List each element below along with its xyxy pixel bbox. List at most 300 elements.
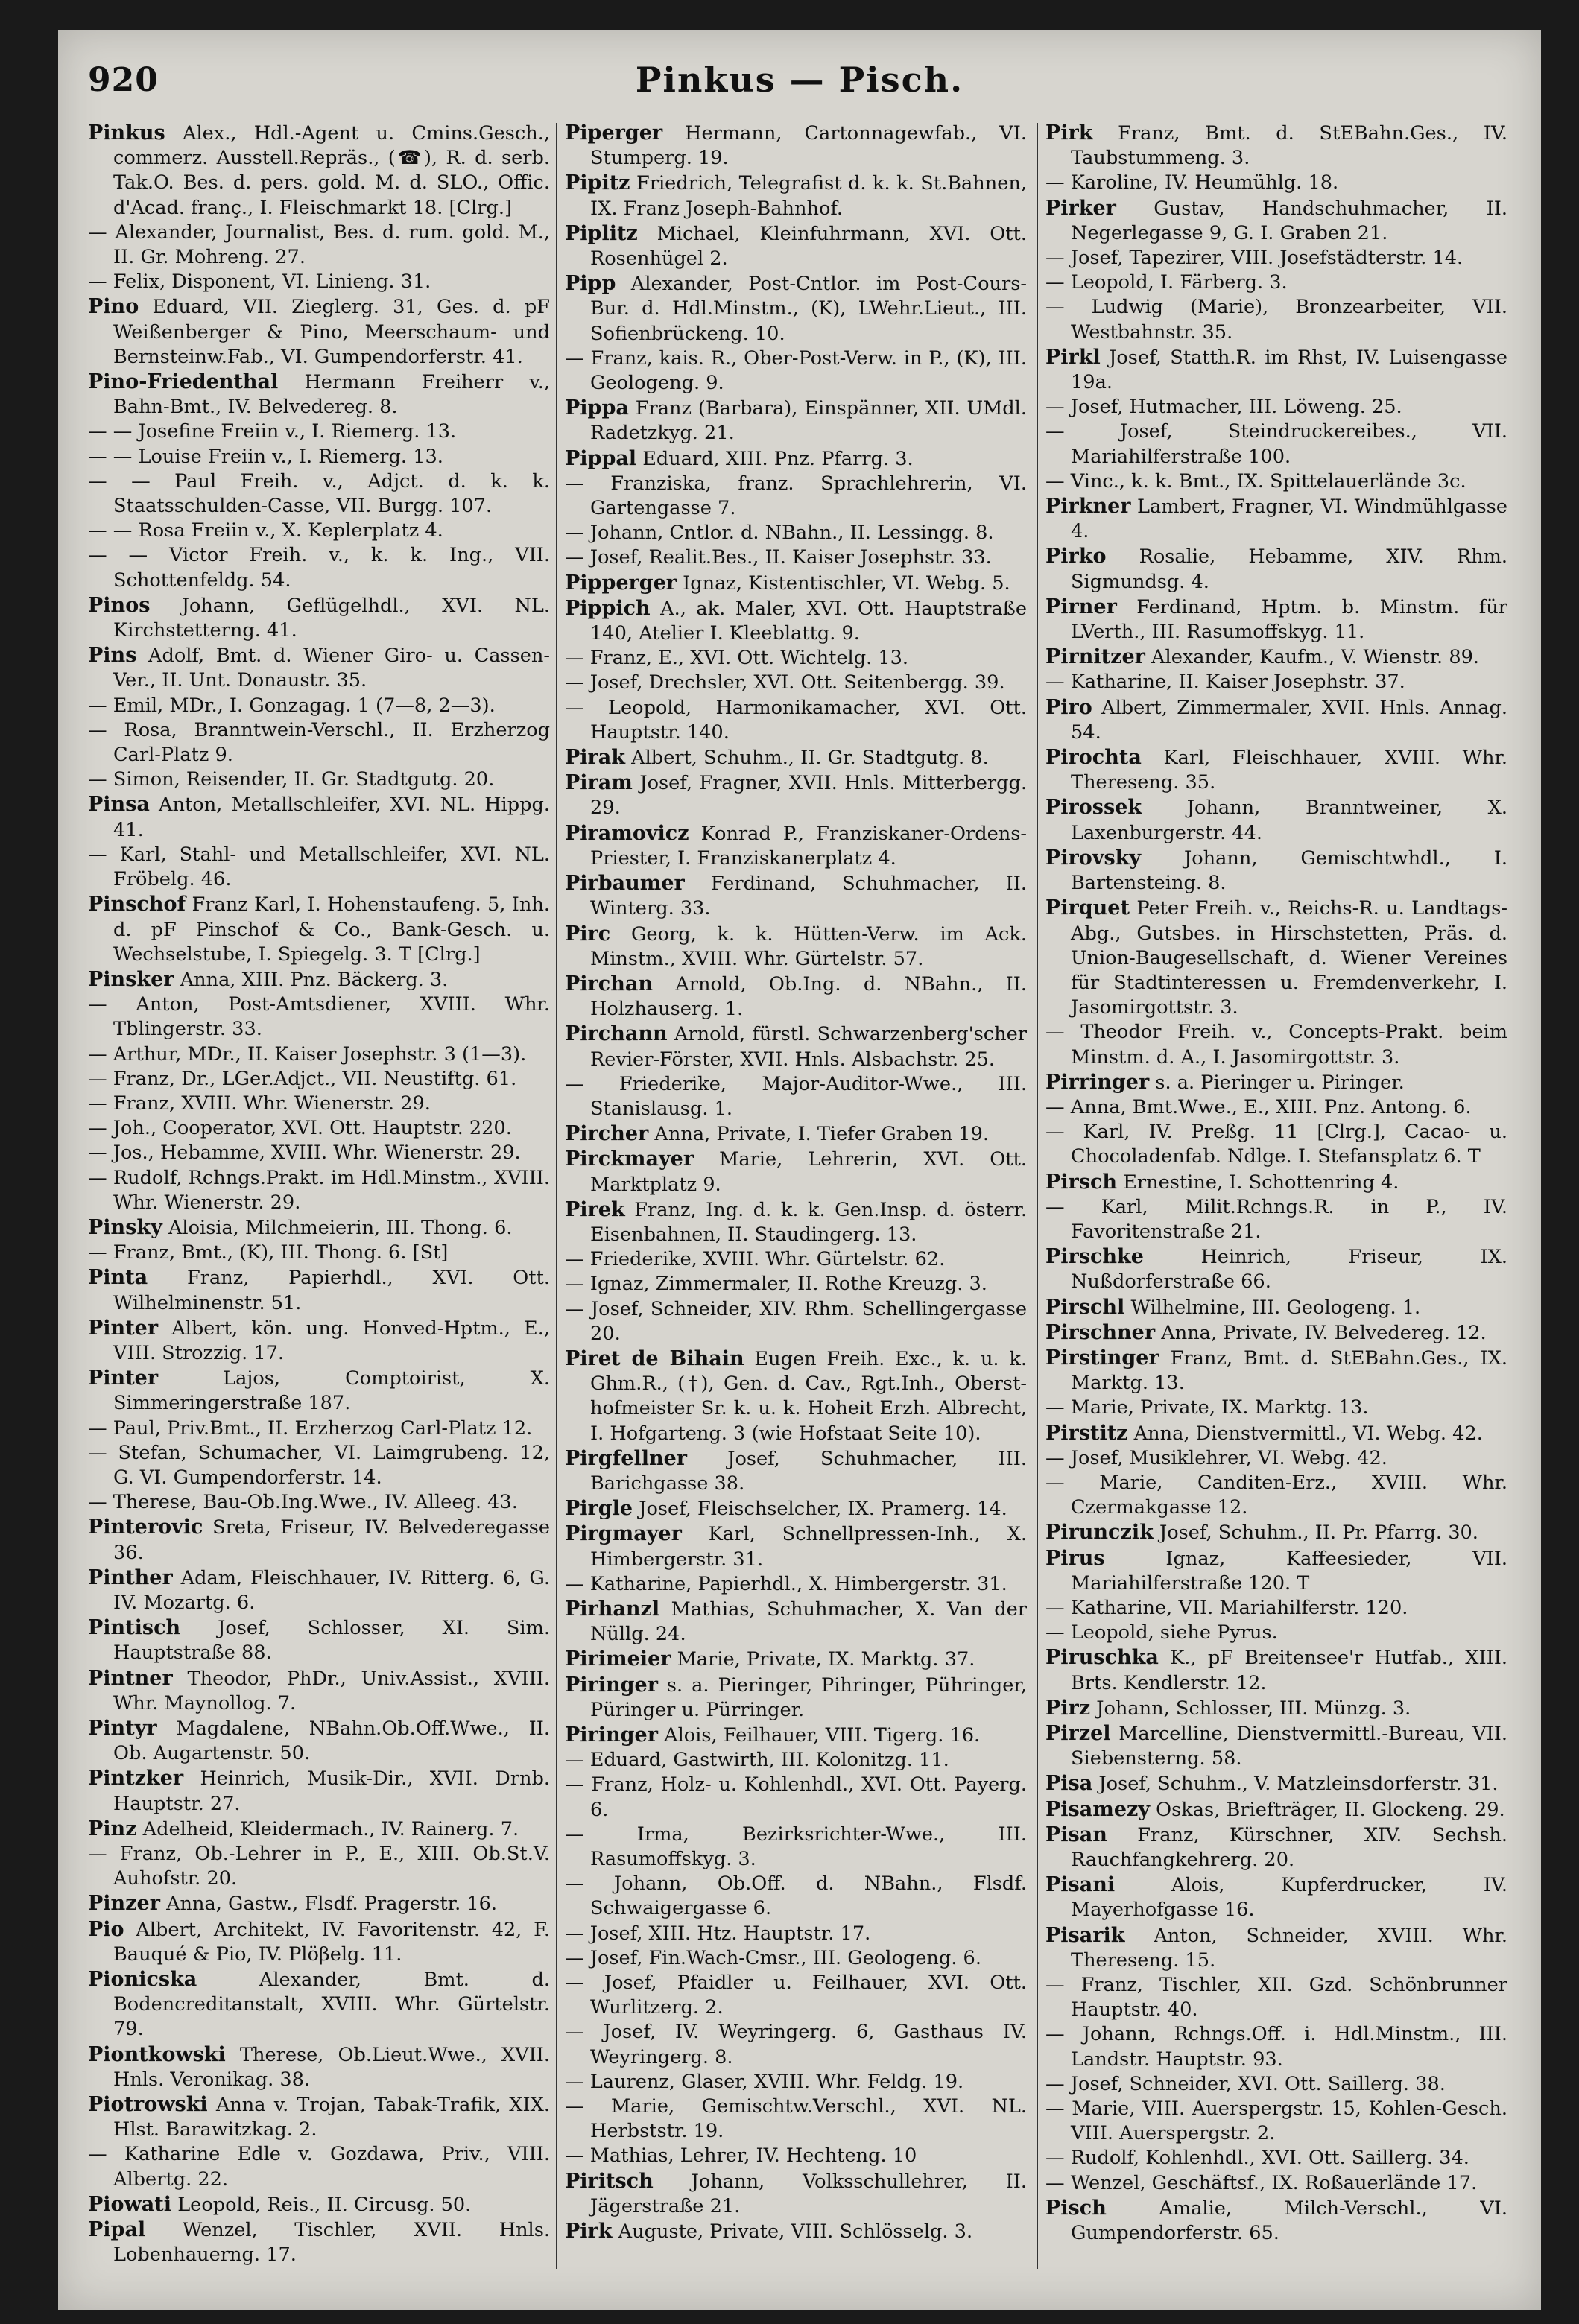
entry-details: Johann, Branntweiner, X. Laxenburgerstr. 44. bbox=[1071, 797, 1507, 844]
column-2 bbox=[565, 121, 1027, 2244]
directory-entry bbox=[1045, 246, 1507, 270]
directory-entry bbox=[88, 1565, 550, 1615]
directory-entry bbox=[565, 745, 1027, 770]
entry-details: — Stefan, Schumacher, VI. Laimgrubeng. 12, G. VI. Gumpendorferstr. 14. bbox=[88, 1441, 550, 1489]
column-3 bbox=[1045, 121, 1507, 2246]
entry-details: Sreta, Friseur, IV. Belvederegasse 36. bbox=[113, 1516, 550, 1564]
entry-surname: Piritsch bbox=[565, 2169, 654, 2193]
entry-surname: Pinzer bbox=[88, 1892, 160, 1916]
entry-details: — Josef, Pfaidler u. Feilhauer, XVI. Ott. Wurlitzerg. 2. bbox=[565, 1972, 1027, 2019]
entry-details: Theodor, PhDr., Univ.Assist., XVIII. Whr. Maynollog. 7. bbox=[113, 1667, 550, 1714]
entry-surname: Piringer bbox=[565, 1723, 658, 1747]
directory-entry bbox=[565, 1247, 1027, 1272]
directory-entry bbox=[88, 1265, 550, 1315]
entry-surname: Piro bbox=[1045, 695, 1092, 719]
entry-surname: Pirker bbox=[1045, 196, 1116, 220]
entry-surname: Pio bbox=[88, 1917, 124, 1941]
entry-details: Gustav, Handschuhmacher, II. Negerlegasse 9, G. I. Graben 21. bbox=[1071, 197, 1507, 244]
entry-details: Johann, Geflügelhdl., XVI. NL. Kirchstetterng. 41. bbox=[113, 594, 550, 642]
entry-surname: Pipperger bbox=[565, 571, 677, 595]
entry-surname: Pirc bbox=[565, 922, 611, 946]
entry-surname: Piram bbox=[565, 771, 633, 795]
entry-surname: Pinkus bbox=[88, 121, 165, 145]
entry-surname: Pirringer bbox=[1045, 1070, 1150, 1094]
entry-details: Eugen Freih. Exc., k. u. k. Ghm.R., (†), Gen. d. Cav., Rgt.Inh., Oberst-hofmeister Sr. k. u. k. Hoheit Erzh. Albrecht, I. Hofgarteng. 3 (wie Hofstaat Seite 10). bbox=[590, 1347, 1027, 1445]
directory-entry bbox=[565, 1197, 1027, 1247]
entry-details: — Ignaz, Zimmermaler, II. Rothe Kreuzg. 3. bbox=[565, 1273, 987, 1296]
entry-details: — Vinc., k. k. Bmt., IX. Spittelauerlände 3c. bbox=[1045, 469, 1466, 493]
directory-entry bbox=[1045, 494, 1507, 544]
entry-details: — Josef, Musiklehrer, VI. Webg. 42. bbox=[1045, 1446, 1387, 1469]
entry-details: — Josef, Tapezirer, VIII. Josefstädterstr. 14. bbox=[1045, 247, 1463, 270]
directory-entry bbox=[1045, 1872, 1507, 1922]
entry-details: Adelheid, Kleidermach., IV. Rainerg. 7. bbox=[142, 1817, 519, 1840]
directory-entry bbox=[88, 1967, 550, 2042]
entry-details: Ignaz, Kistentischler, VI. Webg. 5. bbox=[683, 571, 1010, 595]
directory-entry bbox=[565, 770, 1027, 820]
entry-surname: Pirossek bbox=[1045, 796, 1142, 820]
entry-surname: Pisan bbox=[1045, 1823, 1107, 1846]
entry-surname: Pisarik bbox=[1045, 1923, 1125, 1947]
entry-details: Franz, Ing. d. k. k. Gen.Insp. d. österr. Eisenbahnen, II. Staudingerg. 13. bbox=[590, 1198, 1027, 1246]
entry-details: — Katharine, II. Kaiser Josephstr. 37. bbox=[1045, 671, 1405, 694]
directory-entry bbox=[88, 121, 550, 221]
entry-surname: Pirschke bbox=[1045, 1245, 1144, 1269]
entry-surname: Pirzel bbox=[1045, 1722, 1111, 1745]
entry-details: — Josef, Drechsler, XVI. Ott. Seitenbergg. 39. bbox=[565, 671, 1005, 694]
entry-details: Eduard, XIII. Pnz. Pfarrg. 3. bbox=[642, 447, 914, 470]
entry-details: — Franz, kais. R., Ober-Post-Verw. in P., (K), III. Geologeng. 9. bbox=[565, 346, 1027, 395]
entry-details: — Karl, Stahl- und Metallschleifer, XVI. NL. Fröbelg. 46. bbox=[88, 843, 550, 891]
directory-entry bbox=[565, 1346, 1027, 1446]
directory-entry bbox=[565, 521, 1027, 545]
directory-entry bbox=[565, 1022, 1027, 1071]
directory-entry bbox=[565, 1946, 1027, 1971]
entry-surname: Pins bbox=[88, 644, 137, 668]
directory-entry bbox=[1045, 1396, 1507, 1420]
entry-details: Johann, Schlosser, III. Münzg. 3. bbox=[1096, 1697, 1411, 1720]
entry-details: — Josef, XIII. Htz. Hauptstr. 17. bbox=[565, 1922, 871, 1945]
entry-details: — Leopold, I. Färberg. 3. bbox=[1045, 271, 1288, 294]
entry-details: Franz, Papierhdl., XVI. Ott. Wilhelminenstr. 51. bbox=[113, 1267, 550, 1314]
entry-surname: Pirovsky bbox=[1045, 846, 1142, 870]
entry-surname: Pirner bbox=[1045, 595, 1117, 618]
directory-entry bbox=[1045, 670, 1507, 694]
directory-entry bbox=[88, 843, 550, 892]
directory-entry bbox=[1045, 544, 1507, 594]
entry-details: — Karoline, IV. Heumühlg. 18. bbox=[1045, 171, 1339, 194]
directory-entry bbox=[88, 1766, 550, 1816]
entry-details: Arnold, fürstl. Schwarzenberg'scher Revier-Förster, XVII. Hnls. Alsbachstr. 25. bbox=[590, 1023, 1027, 1071]
entry-details: — Leopold, Harmonikamacher, XVI. Ott. Hauptstr. 140. bbox=[565, 696, 1027, 744]
directory-entry bbox=[88, 1141, 550, 1165]
directory-entry bbox=[88, 1441, 550, 1490]
entry-details: — Emil, MDr., I. Gonzagag. 1 (7—8, 2—3). bbox=[88, 694, 496, 717]
entry-details: — Eduard, Gastwirth, III. Kolonitzg. 11. bbox=[565, 1749, 949, 1772]
directory-entry bbox=[88, 2217, 550, 2267]
entry-details: Hermann, Cartonnagewfab., VI. Stumperg. 19. bbox=[590, 122, 1027, 170]
entry-surname: Pirk bbox=[1045, 121, 1093, 145]
directory-entry bbox=[565, 1922, 1027, 1946]
entry-details: Josef, Fleischselcher, IX. Pramerg. 14. bbox=[639, 1498, 1007, 1521]
entry-surname: Pirgle bbox=[565, 1497, 633, 1521]
entry-details: Hermann Freiherr v., Bahn-Bmt., IV. Belvedereg. 8. bbox=[113, 371, 550, 419]
entry-surname: Pippa bbox=[565, 396, 629, 420]
directory-entry bbox=[565, 1496, 1027, 1522]
column-1 bbox=[88, 121, 550, 2267]
directory-entry bbox=[1045, 1696, 1507, 1721]
directory-entry bbox=[1045, 270, 1507, 295]
entry-surname: Pinther bbox=[88, 1565, 173, 1589]
directory-page bbox=[58, 30, 1541, 2310]
directory-entry bbox=[1045, 1621, 1507, 1645]
entry-details: Anna, Gastw., Flsdf. Pragerstr. 16. bbox=[166, 1893, 498, 1916]
entry-details: — Karl, Milit.Rchngs.R. in P., IV. Favoritenstraße 21. bbox=[1045, 1195, 1507, 1243]
directory-entry bbox=[1045, 1421, 1507, 1446]
entry-details: Alexander, Kaufm., V. Wienstr. 89. bbox=[1151, 646, 1480, 669]
directory-entry bbox=[565, 646, 1027, 671]
entry-details: Eduard, VII. Zieglerg. 31, Ges. d. pF Weißenberger & Pino, Meerschaum- und Bernsteinw.Fab., VI. Gumpendorferstr. 41. bbox=[113, 296, 550, 368]
directory-entry bbox=[1045, 295, 1507, 344]
directory-entry bbox=[1045, 1771, 1507, 1796]
directory-entry bbox=[1045, 1973, 1507, 2022]
directory-entry bbox=[88, 469, 550, 519]
directory-entry bbox=[1045, 2097, 1507, 2146]
entry-surname: Pirko bbox=[1045, 545, 1107, 569]
directory-entry bbox=[88, 1490, 550, 1515]
entry-details: Anna v. Trojan, Tabak-Trafik, XIX. Hlst. Barawitzkag. 2. bbox=[113, 2094, 550, 2141]
directory-entry bbox=[565, 1272, 1027, 1296]
entry-surname: Pinterovic bbox=[88, 1516, 203, 1539]
directory-entry bbox=[88, 1366, 550, 1416]
entry-details: Albert, Zimmermaler, XVII. Hnls. Annag. 54. bbox=[1071, 696, 1507, 744]
entry-surname: Pino bbox=[88, 295, 139, 319]
entry-surname: Pirchann bbox=[565, 1022, 668, 1046]
entry-details: — Friederike, Major-Auditor-Wwe., III. Stanislausg. 1. bbox=[565, 1072, 1027, 1120]
directory-entry bbox=[565, 922, 1027, 972]
entry-details: Josef, Schuhm., V. Matzleinsdorferstr. 31. bbox=[1098, 1773, 1499, 1796]
directory-entry bbox=[1045, 196, 1507, 246]
entry-details: — Therese, Bau-Ob.Ing.Wwe., IV. Alleeg. 43. bbox=[88, 1491, 518, 1514]
entry-details: Peter Freih. v., Reichs-R. u. Landtags-Abg., Gutsbes. in Hirschstetten, Präs. d. Union-Baugesellschaft, d. Wiener Vereines für Stadtinteressen u. Fremdenverkehr, I. Jasomirgottstr. 3. bbox=[1071, 897, 1507, 1019]
directory-entry bbox=[1045, 1923, 1507, 1973]
entry-details: — Rudolf, Rchngs.Prakt. im Hdl.Minstm., XVIII. Whr. Wienerstr. 29. bbox=[88, 1166, 550, 1214]
entry-surname: Pinsky bbox=[88, 1215, 162, 1239]
entry-details: Albert, Schuhm., II. Gr. Stadtgutg. 8. bbox=[631, 747, 989, 770]
entry-surname: Pisa bbox=[1045, 1772, 1093, 1796]
directory-entry bbox=[88, 1215, 550, 1241]
directory-entry bbox=[1045, 1195, 1507, 1244]
directory-entry bbox=[88, 543, 550, 592]
directory-entry bbox=[1045, 595, 1507, 645]
entry-details: — Johann, Ob.Off. d. NBahn., Flsdf. Schwaigergasse 6. bbox=[565, 1872, 1027, 1920]
entry-surname: Pinsa bbox=[88, 793, 150, 817]
directory-entry bbox=[565, 1723, 1027, 1748]
directory-entry bbox=[88, 694, 550, 718]
entry-surname: Pirschner bbox=[1045, 1320, 1156, 1344]
entry-details: A., ak. Maler, XVI. Ott. Hauptstraße 140, Atelier I. Kleeblattg. 9. bbox=[590, 597, 1027, 645]
directory-entry bbox=[565, 171, 1027, 221]
entry-surname: Pirstitz bbox=[1045, 1421, 1128, 1445]
directory-entry bbox=[1045, 1244, 1507, 1294]
entry-details: — Josef, Realit.Bes., II. Kaiser Josephstr. 33. bbox=[565, 546, 992, 569]
entry-surname: Pirstinger bbox=[1045, 1346, 1159, 1370]
directory-entry bbox=[1045, 2171, 1507, 2196]
entry-surname: Pintzker bbox=[88, 1767, 184, 1791]
entry-surname: Pinos bbox=[88, 593, 151, 617]
entry-details: Franz, Bmt. d. StEBahn.Ges., IV. Taubstummeng. 3. bbox=[1071, 122, 1507, 170]
entry-details: Wenzel, Tischler, XVII. Hnls. Lobenhauerng. 17. bbox=[113, 2219, 550, 2267]
directory-entry bbox=[565, 1072, 1027, 1121]
entry-details: — Paul, Priv.Bmt., II. Erzherzog Carl-Platz 12. bbox=[88, 1416, 533, 1440]
directory-entry bbox=[88, 1241, 550, 1265]
entry-details: — Anton, Post-Amtsdiener, XVIII. Whr. Tblingerstr. 33. bbox=[88, 993, 550, 1041]
entry-surname: Pinz bbox=[88, 1817, 137, 1840]
entry-details: Amalie, Milch-Verschl., VI. Gumpendorferstr. 65. bbox=[1071, 2197, 1507, 2245]
entry-details: Konrad P., Franziskaner-Ordens-Priester, I. Franziskanerplatz 4. bbox=[590, 822, 1027, 870]
entry-details: Mathias, Schuhmacher, X. Van der Nüllg. 24. bbox=[590, 1598, 1027, 1646]
entry-details: — Rudolf, Kohlenhdl., XVI. Ott. Saillerg. 34. bbox=[1045, 2147, 1469, 2170]
directory-entry bbox=[1045, 1095, 1507, 1120]
entry-details: Anna, Dienstvermittl., VI. Webg. 42. bbox=[1133, 1422, 1483, 1445]
column-rule bbox=[1037, 123, 1038, 2269]
entry-details: — — Rosa Freiin v., X. Keplerplatz 4. bbox=[88, 519, 443, 542]
directory-entry bbox=[565, 1872, 1027, 1921]
entry-details: Magdalene, NBahn.Ob.Off.Wwe., II. Ob. Augartenstr. 50. bbox=[113, 1717, 550, 1765]
entry-details: Marie, Lehrerin, XVI. Ott. Marktplatz 9. bbox=[590, 1148, 1027, 1196]
entry-details: Albert, Architekt, IV. Favoritenstr. 42, F. Bauqué & Pio, IV. Plöβelg. 11. bbox=[113, 1918, 550, 1966]
entry-details: — — Louise Freiin v., I. Riemerg. 13. bbox=[88, 445, 443, 468]
directory-entry bbox=[88, 270, 550, 294]
entry-surname: Pirunczik bbox=[1045, 1521, 1154, 1545]
entry-details: — Franz, Dr., LGer.Adjct., VII. Neustiftg. 61. bbox=[88, 1067, 517, 1090]
entry-details: — Franz, Holz- u. Kohlenhdl., XVI. Ott. Payerg. 6. bbox=[565, 1773, 1027, 1821]
directory-entry bbox=[1045, 1446, 1507, 1471]
entry-details: Adolf, Bmt. d. Wiener Giro- u. Cassen-Ver., II. Unt. Donaustr. 35. bbox=[113, 645, 550, 692]
directory-entry bbox=[1045, 1346, 1507, 1396]
directory-entry bbox=[1045, 345, 1507, 395]
directory-entry bbox=[88, 1416, 550, 1441]
entry-details: — Josef, Schneider, XVI. Ott. Saillerg. 38. bbox=[1045, 2072, 1446, 2095]
directory-entry bbox=[88, 1842, 550, 1891]
entry-details: — Marie, Gemischtw.Verschl., XVI. NL. Herbststr. 19. bbox=[565, 2095, 1027, 2143]
entry-details: — Alexander, Journalist, Bes. d. rum. gold. M., II. Gr. Mohreng. 27. bbox=[88, 221, 550, 269]
directory-entry bbox=[565, 472, 1027, 521]
directory-entry bbox=[1045, 1020, 1507, 1069]
directory-entry bbox=[1045, 1645, 1507, 1695]
entry-surname: Pionicska bbox=[88, 1968, 197, 1992]
directory-entry bbox=[565, 221, 1027, 271]
directory-entry bbox=[88, 1891, 550, 1916]
entry-details: — Irma, Bezirksrichter-Wwe., III. Rasumoffskyg. 3. bbox=[565, 1823, 1027, 1871]
entry-details: — Josef, IV. Weyringerg. 6, Gasthaus IV. Weyringerg. 8. bbox=[565, 2021, 1027, 2068]
directory-entry bbox=[1045, 1721, 1507, 1771]
directory-entry bbox=[1045, 695, 1507, 745]
entry-surname: Pirz bbox=[1045, 1696, 1091, 1720]
directory-entry bbox=[88, 593, 550, 643]
entry-details: Alois, Kupferdrucker, IV. Mayerhofgasse 16. bbox=[1071, 1874, 1507, 1922]
directory-entry bbox=[1045, 121, 1507, 171]
directory-entry bbox=[88, 2092, 550, 2142]
entry-details: Anton, Metallschleifer, XVI. NL. Hippg. 41. bbox=[113, 794, 550, 841]
directory-entry bbox=[88, 419, 550, 444]
entry-details: — Josef, Hutmacher, III. Löweng. 25. bbox=[1045, 396, 1402, 419]
directory-entry bbox=[565, 1522, 1027, 1571]
entry-details: Lajos, Comptoirist, X. Simmeringerstraße 187. bbox=[113, 1367, 550, 1415]
entry-surname: Pippich bbox=[565, 596, 651, 620]
directory-entry bbox=[565, 1673, 1027, 1723]
directory-entry bbox=[88, 2042, 550, 2092]
entry-surname: Pirochta bbox=[1045, 746, 1142, 770]
entry-surname: Pirkner bbox=[1045, 495, 1131, 519]
directory-entry bbox=[565, 1823, 1027, 1872]
directory-entry bbox=[565, 1572, 1027, 1597]
entry-details: — Wenzel, Geschäftsf., IX. Roßauerlände 17. bbox=[1045, 2171, 1478, 2194]
entry-details: — — Josefine Freiin v., I. Riemerg. 13. bbox=[88, 420, 457, 443]
entry-details: Leopold, Reis., II. Circusg. 50. bbox=[177, 2193, 472, 2216]
entry-surname: Piontkowski bbox=[88, 2042, 226, 2066]
directory-entry bbox=[1045, 1520, 1507, 1545]
entry-details: — Franz, Tischler, XII. Gzd. Schönbrunner Hauptstr. 40. bbox=[1045, 1974, 1507, 2021]
page-number: 920 bbox=[88, 61, 159, 99]
entry-details: — Josef, Steindruckereibes., VII. Mariahilferstraße 100. bbox=[1045, 420, 1507, 468]
directory-entry bbox=[1045, 1170, 1507, 1195]
entry-details: — Simon, Reisender, II. Gr. Stadtgutg. 20. bbox=[88, 768, 495, 791]
directory-entry bbox=[88, 1716, 550, 1766]
directory-entry bbox=[565, 596, 1027, 646]
entry-surname: Pipal bbox=[88, 2218, 146, 2242]
entry-details: Ignaz, Kaffeesieder, VII. Mariahilferstraße 120. T bbox=[1071, 1547, 1507, 1595]
entry-surname: Pippal bbox=[565, 446, 637, 470]
entry-details: K., pF Breitensee'r Hutfab., XIII. Brts. Kendlerstr. 12. bbox=[1071, 1647, 1507, 1694]
directory-entry bbox=[1045, 745, 1507, 795]
directory-entry bbox=[88, 1092, 550, 1116]
entry-details: Anna, XIII. Pnz. Bäckerg. 3. bbox=[180, 968, 449, 991]
directory-entry bbox=[88, 2142, 550, 2191]
entry-details: Michael, Kleinfuhrmann, XVI. Ott. Rosenhügel 2. bbox=[590, 222, 1027, 270]
entry-details: — Franz, Bmt., (K), III. Thong. 6. [St] bbox=[88, 1241, 449, 1264]
entry-details: — Rosa, Branntwein-Verschl., II. Erzherzog Carl-Platz 9. bbox=[88, 718, 550, 767]
entry-details: — Friederike, XVIII. Whr. Gürtelstr. 62. bbox=[565, 1248, 946, 1271]
directory-entry bbox=[1045, 419, 1507, 469]
entry-surname: Piret de Bihain bbox=[565, 1346, 744, 1370]
directory-entry bbox=[565, 396, 1027, 446]
directory-entry bbox=[1045, 171, 1507, 195]
entry-details: Franz, Kürschner, XIV. Sechsh. Rauchfangkehrerg. 20. bbox=[1071, 1823, 1507, 1872]
entry-details: Johann, Volksschullehrer, II. Jägerstraße 21. bbox=[590, 2170, 1027, 2217]
directory-entry bbox=[565, 1971, 1027, 2020]
entry-details: — Katharine, Papierhdl., X. Himbergerstr. 31. bbox=[565, 1572, 1007, 1595]
directory-entry bbox=[88, 370, 550, 419]
directory-entry bbox=[1045, 896, 1507, 1020]
entry-details: Marcelline, Dienstvermittl.-Bureau, VII. Siebensterng. 58. bbox=[1071, 1723, 1507, 1770]
entry-surname: Pinter bbox=[88, 1367, 159, 1390]
directory-entry bbox=[565, 2219, 1027, 2244]
directory-entry bbox=[565, 2070, 1027, 2095]
entry-details: Aloisia, Milchmeierin, III. Thong. 6. bbox=[168, 1216, 513, 1239]
entry-details: Josef, Statth.R. im Rhst, IV. Luisengasse 19a. bbox=[1071, 346, 1507, 394]
entry-details: Lambert, Fragner, VI. Windmühlgasse 4. bbox=[1071, 495, 1507, 543]
entry-details: Georg, k. k. Hütten-Verw. im Ack. Minstm., XVIII. Whr. Gürtelstr. 57. bbox=[590, 922, 1027, 970]
entry-surname: Pisch bbox=[1045, 2196, 1107, 2220]
entry-details: Karl, Schnellpressen-Inh., X. Himbergerstr. 31. bbox=[590, 1523, 1027, 1571]
entry-surname: Pirkl bbox=[1045, 345, 1101, 369]
entry-surname: Pinta bbox=[88, 1266, 148, 1290]
entry-details: — Felix, Disponent, VI. Linieng. 31. bbox=[88, 270, 431, 294]
directory-entry bbox=[565, 346, 1027, 396]
entry-details: Arnold, Ob.Ing. d. NBahn., II. Holzhauserg. 1. bbox=[590, 972, 1027, 1021]
directory-entry bbox=[1045, 2022, 1507, 2071]
directory-entry bbox=[1045, 469, 1507, 494]
entry-details: Heinrich, Friseur, IX. Nußdorferstraße 66. bbox=[1071, 1246, 1507, 1294]
entry-details: Alexander, Bmt. d. Bodencreditanstalt, XVIII. Whr. Gürtelstr. 79. bbox=[113, 1969, 550, 2041]
entry-details: Marie, Private, IX. Marktg. 37. bbox=[677, 1648, 975, 1671]
directory-entry bbox=[565, 1446, 1027, 1496]
entry-details: Josef, Schlosser, XI. Sim. Hauptstraße 88. bbox=[113, 1617, 550, 1665]
entry-surname: Pirgmayer bbox=[565, 1522, 682, 1546]
entry-details: Oskas, Briefträger, II. Glockeng. 29. bbox=[1156, 1798, 1505, 1821]
directory-entry bbox=[88, 2192, 550, 2217]
entry-details: Anna, Private, IV. Belvedereg. 12. bbox=[1161, 1321, 1487, 1344]
entry-details: Rosalie, Hebamme, XIV. Rhm. Sigmundsg. 4. bbox=[1071, 545, 1507, 593]
directory-entry bbox=[1045, 1471, 1507, 1520]
entry-surname: Pirschl bbox=[1045, 1295, 1125, 1319]
entry-surname: Piperger bbox=[565, 121, 663, 145]
entry-surname: Pirquet bbox=[1045, 896, 1130, 920]
entry-details: Albert, kön. ung. Honved-Hptm., E., VIII. Strozzig. 17. bbox=[113, 1317, 550, 1364]
column-rule bbox=[556, 123, 557, 2269]
directory-entry bbox=[88, 1515, 550, 1565]
directory-entry bbox=[1045, 2146, 1507, 2171]
directory-entry bbox=[88, 1067, 550, 1092]
entry-details: — Laurenz, Glaser, XVIII. Whr. Feldg. 19. bbox=[565, 2070, 964, 2093]
entry-details: Ernestine, I. Schottenring 4. bbox=[1123, 1171, 1399, 1194]
entry-surname: Pipitz bbox=[565, 171, 630, 195]
directory-entry bbox=[88, 221, 550, 270]
entry-surname: Pircher bbox=[565, 1122, 649, 1146]
directory-entry bbox=[565, 1147, 1027, 1197]
directory-entry bbox=[88, 519, 550, 543]
directory-entry bbox=[565, 1597, 1027, 1647]
entry-details: — Jos., Hebamme, XVIII. Whr. Wienerstr. 29. bbox=[88, 1142, 521, 1165]
entry-details: Alex., Hdl.-Agent u. Cmins.Gesch., commerz. Ausstell.Repräs., (☎), R. d. serb. Tak.O. Bes. d. pers. gold. M. d. SLO., Offic. d'Acad. franç., I. Fleischmarkt 18. [Clrg.] bbox=[113, 122, 550, 219]
directory-entry bbox=[565, 1121, 1027, 1147]
entry-details: — Marie, VIII. Auerspergstr. 15, Kohlen-Gesch. VIII. Auerspergstr. 2. bbox=[1045, 2097, 1507, 2145]
entry-surname: Piowati bbox=[88, 2192, 172, 2216]
entry-details: — Theodor Freih. v., Concepts-Prakt. beim Minstm. d. A., I. Jasomirgottstr. 3. bbox=[1045, 1021, 1507, 1068]
entry-surname: Pirsch bbox=[1045, 1170, 1118, 1194]
directory-entry bbox=[565, 571, 1027, 596]
directory-entry bbox=[565, 1773, 1027, 1822]
directory-entry bbox=[565, 545, 1027, 570]
directory-entry bbox=[1045, 395, 1507, 419]
entry-surname: Pirak bbox=[565, 746, 625, 770]
directory-entry bbox=[88, 1116, 550, 1141]
directory-entry bbox=[565, 1647, 1027, 1672]
directory-entry bbox=[565, 2095, 1027, 2144]
entry-surname: Pirimeier bbox=[565, 1647, 671, 1671]
directory-entry bbox=[88, 718, 550, 767]
entry-details: Wilhelmine, III. Geologeng. 1. bbox=[1130, 1296, 1421, 1319]
entry-surname: Piringer bbox=[565, 1673, 658, 1697]
entry-details: — — Paul Freih. v., Adjct. d. k. k. Staatsschulden-Casse, VII. Burgg. 107. bbox=[88, 469, 550, 518]
directory-entry bbox=[1045, 1797, 1507, 1823]
entry-details: — Katharine, VII. Mariahilferstr. 120. bbox=[1045, 1596, 1408, 1619]
entry-details: — Franziska, franz. Sprachlehrerin, VI. Gartengasse 7. bbox=[565, 472, 1027, 520]
entry-details: Josef, Schuhmacher, III. Barichgasse 38. bbox=[590, 1447, 1027, 1495]
entry-surname: Pintisch bbox=[88, 1616, 181, 1640]
directory-entry bbox=[1045, 2072, 1507, 2097]
